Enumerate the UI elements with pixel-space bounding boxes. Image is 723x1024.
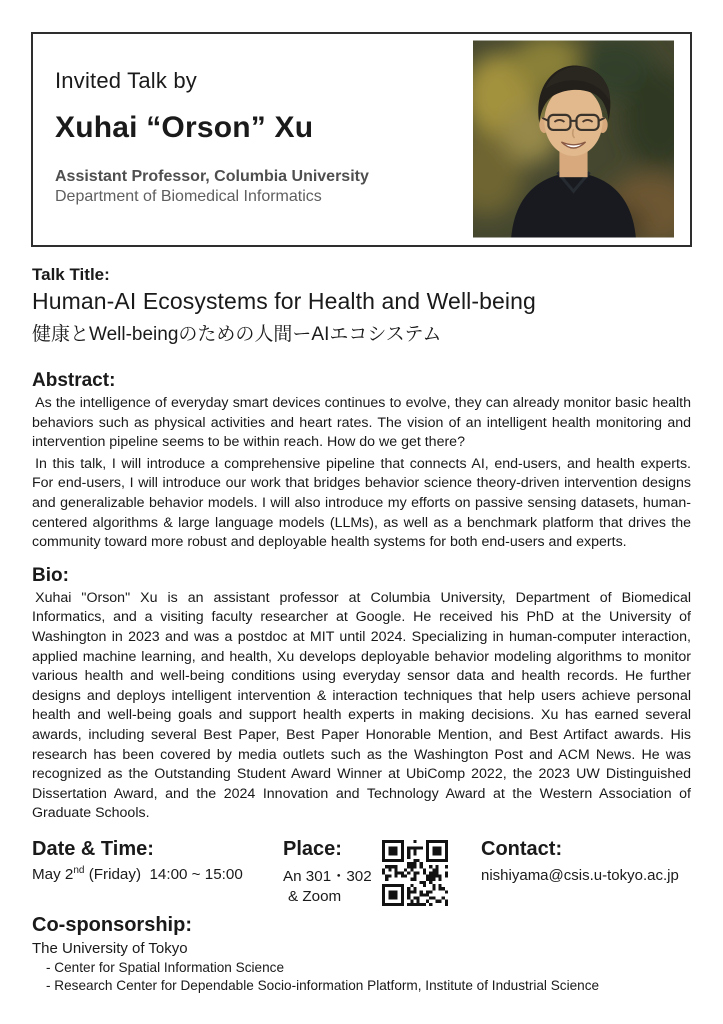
- speaker-photo: [473, 40, 674, 238]
- place-room: An 301・302: [283, 867, 372, 885]
- bio-paragraph: Xuhai "Orson" Xu is an assistant professor at Columbia University, Department of Biomedical Informatics, and a visiting faculty researcher at Google. He received his PhD at the University of Washington in 2023 and was a postdoc at MIT until 2024. Specializing in human-computer interaction, applied machine learning, and health, Xu develops deployable behavior modeling algorithms to monitor various health and well-being conditions using everyday sensor data and health records. He further designs and deploys intelligent intervention & interaction techniques that help users achieve personal health and well-being goals and support health experts in making decisions. Xu has earned several awards, including several Best Paper, Best Paper Honorable Mention, and Best Artifact awards. His research has been covered by media outlets such as the Washington Post and ACM News. He was recognized as the Outstanding Student Award Winner at UbiComp 2022, the 2023 UW Distinguished Dissertation Award, and the 2024 Innovation and Technology Award at the Western Association of Graduate Schools.: [32, 589, 691, 822]
- abstract-paragraph-2: In this talk, I will introduce a comprehensive pipeline that connects AI, end-users, and health experts. For end-users, I will introduce our work that bridges behavior science theory-driven intervention designs and generalizable behavior models. I will also introduce my efforts on passive sensing datasets, human-centered algorithms & large language models (LLMs), as well as a benchmark platform that drives the community toward more robust and deployable health systems for both end-users and experts.: [32, 455, 691, 551]
- place-zoom: & Zoom: [288, 887, 342, 905]
- date-time-range: (Friday) 14:00 ~ 15:00: [84, 865, 243, 883]
- contact-email: nishiyama@csis.u-tokyo.ac.jp: [481, 866, 679, 884]
- abstract-paragraph-1: As the intelligence of everyday smart devices continues to evolve, they can already monitor basic health behaviors such as physical activities and heart rates. The vision of an intelligent health monitoring and intervention pipeline seems to be within reach. How do we get there?: [32, 395, 691, 451]
- flyer-body: [32, 265, 691, 824]
- date-day: May 2: [32, 865, 74, 883]
- talk-title-english: Human-AI Ecosystems for Health and Well-being: [32, 288, 536, 314]
- event-details-row: [32, 838, 691, 906]
- cosponsorship-section: [32, 914, 691, 996]
- affiliation-title: Assistant Professor, Columbia University: [55, 168, 369, 185]
- contact-column: [481, 838, 679, 884]
- place-label: Place:: [283, 837, 342, 860]
- contact-label: Contact:: [481, 837, 563, 860]
- cosponsorship-list: [32, 959, 691, 996]
- header-card: [31, 32, 692, 247]
- cosponsorship-label: Co-sponsorship:: [32, 913, 192, 936]
- cosponsorship-org: The University of Tokyo: [32, 939, 188, 957]
- speaker-name: Xuhai “Orson” Xu: [55, 111, 314, 144]
- cosponsorship-item: - Center for Spatial Information Science: [46, 959, 285, 975]
- talk-title-label: Talk Title:: [32, 265, 110, 284]
- datetime-column: [32, 838, 283, 883]
- date-ordinal: nd: [73, 864, 85, 876]
- qr-code-icon: [382, 840, 448, 906]
- place-column: [283, 838, 382, 905]
- kicker-text: Invited Talk by: [55, 68, 198, 93]
- speaker-affiliation: [55, 168, 369, 206]
- bio-label: Bio:: [32, 564, 69, 586]
- abstract-label: Abstract:: [32, 370, 116, 391]
- datetime-value: [32, 865, 283, 883]
- datetime-label: Date & Time:: [32, 837, 154, 860]
- affiliation-department: Department of Biomedical Informatics: [55, 188, 322, 205]
- talk-title-japanese: 健康とWell-beingのための人間ーAIエコシステム: [32, 324, 442, 345]
- cosponsorship-item: - Research Center for Dependable Socio-information Platform, Institute of Industrial Science: [46, 978, 600, 994]
- header-text-block: [33, 34, 369, 245]
